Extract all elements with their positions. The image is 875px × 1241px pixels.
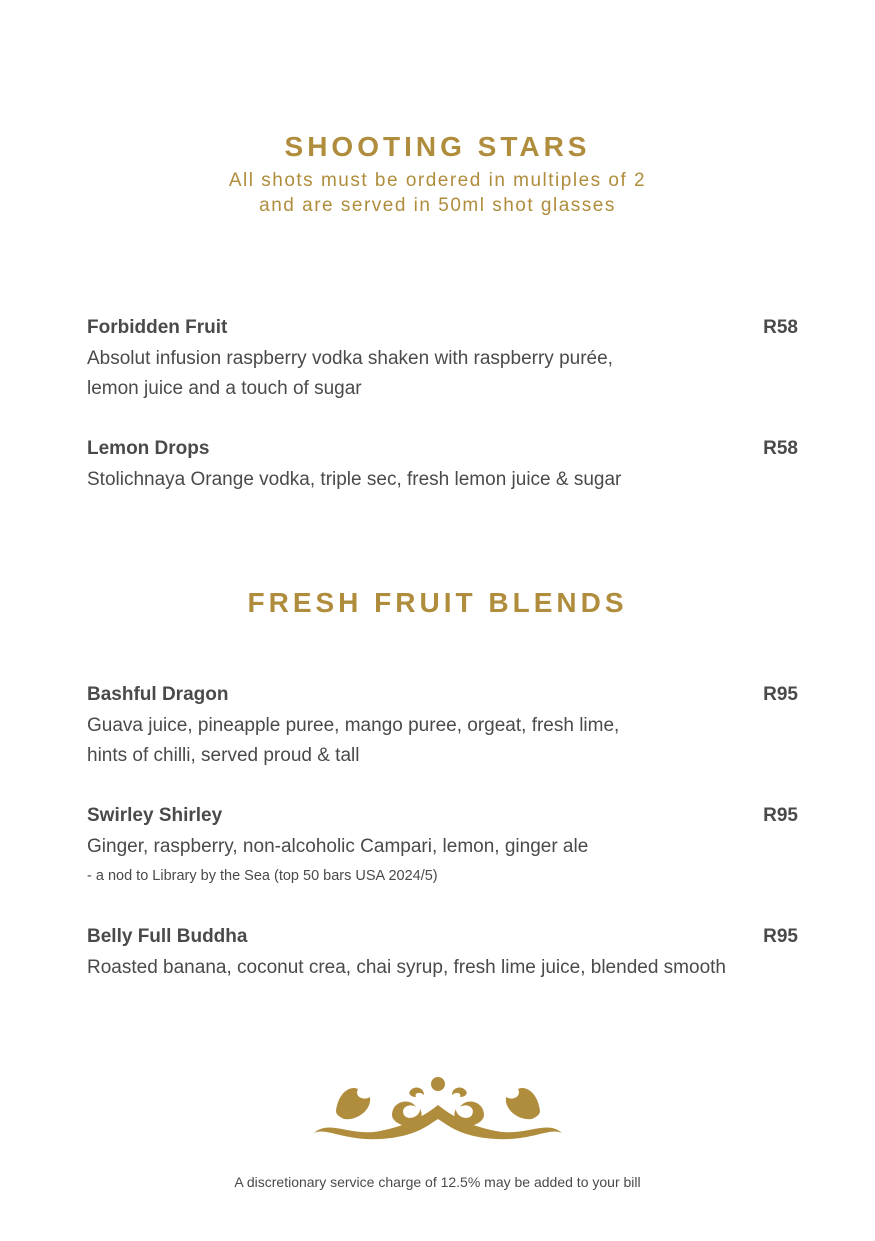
item-description [87, 832, 798, 862]
gold-flourish-ornament-icon [310, 1075, 566, 1147]
item-note: - a nod to Library by the Sea (top 50 bars USA 2024/5) [87, 867, 438, 884]
section-title-shooting-stars: SHOOTING STARS [284, 131, 591, 162]
subtitle-line: All shots must be ordered in multiples of 2 [228, 170, 647, 191]
item-description-line: Ginger, raspberry, non-alcoholic Campari, lemon, ginger ale [87, 836, 589, 857]
menu-item-swirley-shirley [87, 803, 798, 886]
item-price: R95 [763, 684, 798, 705]
section-title-fresh-fruit-blends: FRESH FRUIT BLENDS [247, 587, 628, 618]
subtitle-line: and are served in 50ml shot glasses [259, 195, 616, 216]
item-description-line: hints of chilli, served proud & tall [87, 744, 360, 766]
item-name: Lemon Drops [87, 438, 210, 459]
item-price: R58 [763, 438, 798, 459]
menu-item-lemon-drops [87, 436, 798, 495]
menu-item-belly-full-buddha [87, 924, 798, 983]
item-name: Forbidden Fruit [87, 317, 228, 338]
service-charge-note: A discretionary service charge of 12.5% may be added to your bill [234, 1174, 641, 1190]
item-description-line: Roasted banana, coconut crea, chai syrup, fresh lime juice, blended smooth [87, 957, 726, 978]
item-description [87, 711, 798, 770]
item-description-line: lemon juice and a touch of sugar [87, 377, 362, 399]
item-price: R95 [763, 805, 798, 826]
item-description [87, 953, 798, 983]
item-description-line: Guava juice, pineapple puree, mango puree, orgeat, fresh lime, [87, 715, 620, 736]
item-price: R95 [763, 926, 798, 947]
item-description-line: Stolichnaya Orange vodka, triple sec, fresh lemon juice & sugar [87, 469, 622, 490]
item-name: Swirley Shirley [87, 805, 223, 826]
section-subtitle-shooting-stars [0, 168, 875, 218]
item-description [87, 465, 798, 495]
item-name: Belly Full Buddha [87, 926, 248, 947]
item-description-line: Absolut infusion raspberry vodka shaken with raspberry purée, [87, 348, 613, 369]
item-description [87, 344, 798, 403]
menu-item-bashful-dragon [87, 682, 798, 770]
item-name: Bashful Dragon [87, 684, 229, 705]
menu-item-forbidden-fruit [87, 315, 798, 403]
item-price: R58 [763, 317, 798, 338]
